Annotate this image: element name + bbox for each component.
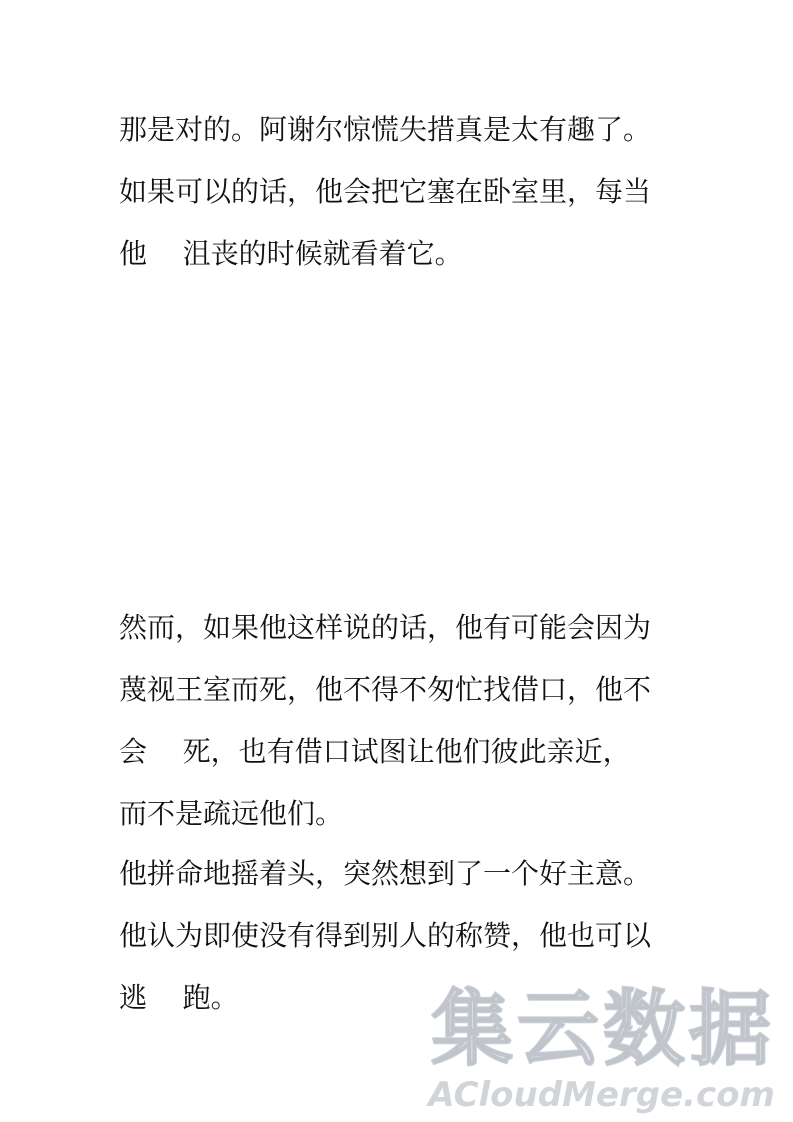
text-line: 那是对的。阿谢尔惊慌失措真是太有趣了。 (119, 113, 652, 146)
text-line: 会 死，也有借口试图让他们彼此亲近， (119, 735, 631, 768)
text-line: 如果可以的话，他会把它塞在卧室里，每当 (119, 175, 652, 208)
text-line: 而不是疏远他们。 (119, 797, 344, 830)
text-line: 他拼命地摇着头，突然想到了一个好主意。 (119, 857, 652, 890)
text-line: 他认为即使没有得到别人的称赞，他也可以 (119, 919, 652, 952)
watermark-chinese: 集云数据 (430, 982, 775, 1077)
text-line: 他 沮丧的时候就看着它。 (119, 237, 463, 270)
watermark (395, 982, 775, 1115)
text-line: 逃 跑。 (119, 981, 239, 1014)
text-line: 蔑视王室而死，他不得不匆忙找借口，他不 (119, 673, 652, 706)
text-line: 然而，如果他这样说的话，他有可能会因为 (119, 611, 652, 644)
watermark-latin: ACloudMerge.com (428, 1075, 775, 1115)
